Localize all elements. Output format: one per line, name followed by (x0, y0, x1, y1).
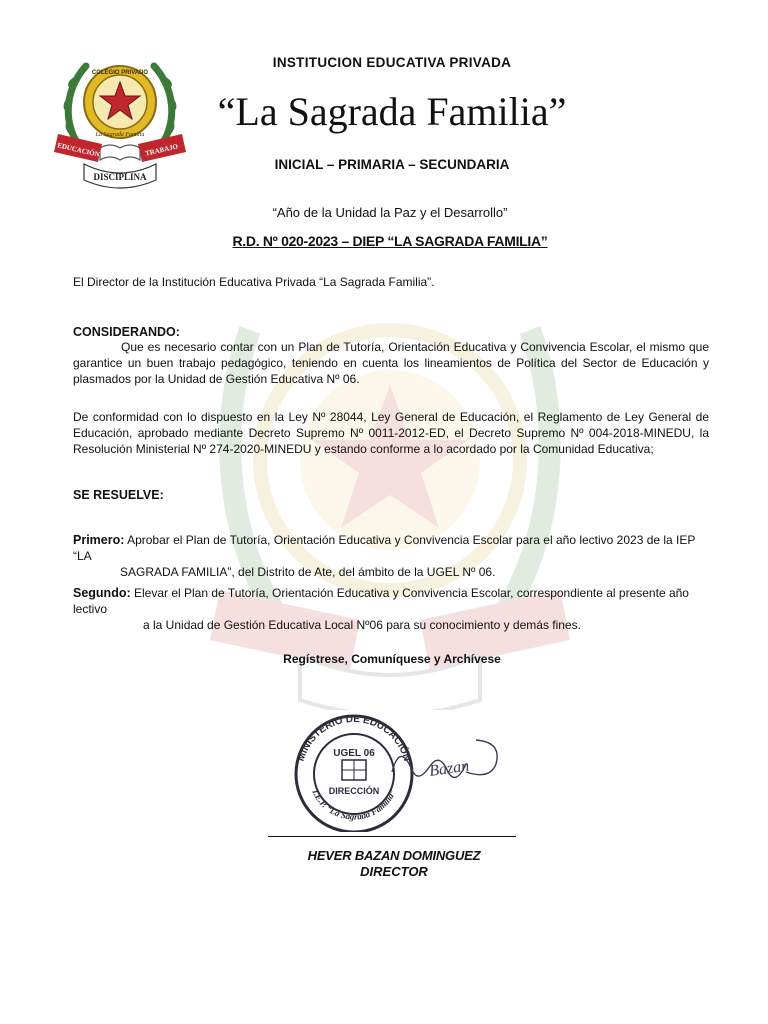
considerando-paragraph-1: Que es necesario contar con un Plan de Tutoría, Orientación Educativa y Convivencia Escolar, el mismo que garantice un buen trabajo pedagógico, teniendo en cuenta los lineamientos de Política del Sector de Educación y plasmados por la Unidad de Gestión Educativa Nº 06. (73, 340, 709, 386)
stamp-center-text: DIRECCIÓN (328, 786, 380, 796)
school-name: “La Sagrada Familia” (217, 89, 567, 134)
logo-ribbon-bottom-text: DISCIPLINA (93, 172, 147, 182)
stamp-bottom-text: I.E.P. “La Sagrada Familia” (310, 787, 398, 822)
article-text: Elevar el Plan de Tutoría, Orientación Educativa y Convivencia Escolar, correspondiente al presente año lectivo (73, 586, 689, 616)
stamp-ring-text: MINISTERIO DE EDUCACIÓN (295, 713, 413, 763)
signature-line (268, 836, 516, 837)
se-resuelve-heading: SE RESUELVE: (73, 488, 164, 502)
logo-ribbon-left-text: EDUCACIÓN (56, 141, 101, 159)
logo-ring-bottom-text: La Sagrada Familia (95, 132, 145, 138)
closing-formula: Regístrese, Comuníquese y Archívese (283, 652, 501, 666)
article-text-continuation: SAGRADA FAMILIA”, del Distrito de Ate, del ámbito de la UGEL Nº 06. (120, 565, 496, 579)
institution-type: INSTITUCION EDUCATIVA PRIVADA (272, 55, 512, 70)
considerando-heading: CONSIDERANDO: (73, 325, 180, 339)
signer-role: DIRECTOR (360, 864, 428, 879)
article-text: Aprobar el Plan de Tutoría, Orientación Educativa y Convivencia Escolar para el año lectivo 2023 de la IEP “LA (73, 533, 696, 563)
article-primero (73, 532, 709, 580)
year-motto: “Año de la Unidad la Paz y el Desarrollo” (272, 205, 508, 220)
article-label: Segundo: (73, 586, 131, 600)
considerando-paragraph-2: De conformidad con lo dispuesto en la Ley Nº 28044, Ley General de Educación, el Reglamento de Ley General de Educación, aprobado mediante Decreto Supremo Nº 0011-2012-ED, el Decreto Supremo Nº 004-2018-MINEDU, la Resolución Ministerial Nº 274-2020-MINEDU y estando conforme a lo acordado por la Comunidad Educativa; (73, 410, 709, 456)
education-levels: INICIAL – PRIMARIA – SECUNDARIA (274, 157, 510, 172)
stamp-ugel: UGEL 06 (333, 748, 375, 759)
official-stamp (280, 712, 520, 832)
article-segundo (73, 585, 709, 633)
article-text-continuation: a la Unidad de Gestión Educativa Local Nº06 para su conocimiento y demás fines. (143, 618, 581, 632)
logo-ribbon-right-text: TRABAJO (144, 142, 179, 158)
signer-name: HEVER BAZAN DOMINGUEZ (307, 848, 481, 863)
handwritten-signature: Bazan (428, 757, 471, 780)
intro-paragraph: El Director de la Institución Educativa Privada “La Sagrada Familia”. (73, 275, 435, 289)
logo-ring-top-text: COLEGIO PRIVADO (91, 70, 149, 76)
resolution-title: R.D. Nº 020-2023 – DIEP “LA SAGRADA FAMILIA” (232, 233, 548, 249)
article-label: Primero: (73, 533, 125, 547)
